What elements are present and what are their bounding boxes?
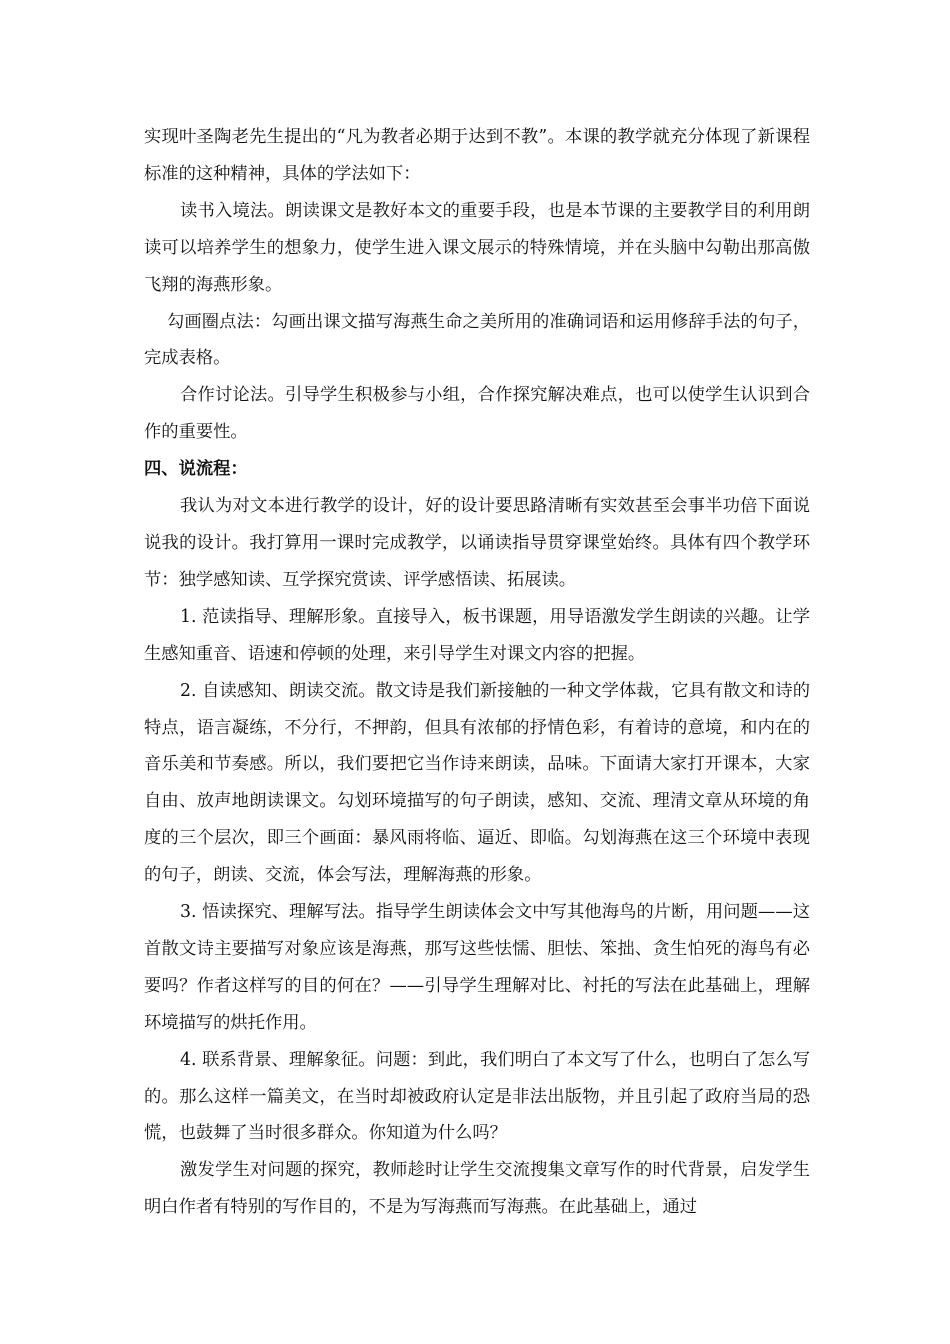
paragraph-background-inquiry: 激发学生对问题的探究，教师趁时让学生交流搜集文章写作的时代背景，启发学生明白作者有特别的写作目的，不是为写海燕而写海燕。在此基础上，通过 [144,1160,810,1218]
paragraph-step-2: 2. 自读感知、朗读交流。散文诗是我们新接触的一种文学体裁，它具有散文和诗的特点，语言凝练，不分行，不押韵，但具有浓郁的抒情色彩，有着诗的意境，和内在的音乐美和节奏感。所以，我们要把它当作诗来朗读，品味。下面请大家打开课本，大家自由、放声地朗读课文。勾划环境描写的句子朗读，感知、交流、理清文章从环境的角度的三个层次，即三个画面：暴风雨将临、逼近、即临。勾划海燕在这三个环境中表现的句子，朗读、交流，体会写法，理解海燕的形象。 [144,680,810,886]
paragraph-reading-method: 读书入境法。朗读课文是教好本文的重要手段，也是本节课的主要教学目的利用朗读可以培养学生的想象力，使学生进入课文展示的特殊情境，并在头脑中勾勒出那高傲飞翔的海燕形象。 [144,200,810,295]
paragraph-discussion-method: 合作讨论法。引导学生积极参与小组，合作探究解决难点，也可以使学生认识到合作的重要性。 [144,385,810,443]
paragraph-annotation-method: 勾画圈点法：勾画出课文描写海燕生命之美所用的准确词语和运用修辞手法的句子，完成表格。 [144,311,810,369]
document-body [144,119,810,1226]
paragraph-study-methods-intro: 实现叶圣陶老先生提出的“凡为教者必期于达到不教”。本课的教学就充分体现了新课程标准的这种精神，具体的学法如下： [144,127,810,184]
section-heading-process: 四、说流程： [144,459,248,480]
paragraph-step-3: 3. 悟读探究、理解写法。指导学生朗读体会文中写其他海鸟的片断，用问题——这首散文诗主要描写对象应该是海燕，那写这些怯懦、胆怯、笨拙、贪生怕死的海鸟有必要吗？作者这样写的目的何在？——引导学生理解对比、衬托的写法在此基础上，理解环境描写的烘托作用。 [144,902,810,1033]
paragraph-step-4: 4. 联系背景、理解象征。问题：到此，我们明白了本文写了什么，也明白了怎么写的。那么这样一篇美文，在当时却被政府认定是非法出版物，并且引起了政府当局的恐慌，也鼓舞了当时很多群众。你知道为什么吗？ [144,1049,810,1144]
paragraph-design-overview: 我认为对文本进行教学的设计，好的设计要思路清晰有实效甚至会事半功倍下面说说我的设计。我打算用一课时完成教学，以诵读指导贯穿课堂始终。具体有四个教学环节：独学感知读、互学探究赏读、评学感悟读、拓展读。 [144,496,810,590]
paragraph-step-1: 1. 范读指导、理解形象。直接导入，板书课题，用导语激发学生朗读的兴趣。让学生感知重音、语速和停顿的处理，来引导学生对课文内容的把握。 [144,606,810,664]
